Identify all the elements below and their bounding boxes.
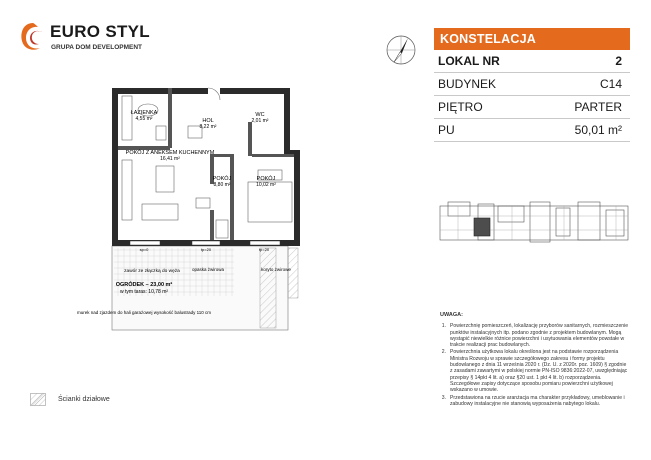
investment-title: KONSTELACJA — [434, 28, 630, 50]
brand-name: EURO STYL — [50, 22, 150, 41]
window-tag: tp=20 — [200, 247, 212, 252]
gravel-strip — [260, 248, 276, 328]
notes-title: UWAGA: — [440, 312, 463, 318]
info-row-building — [434, 73, 630, 96]
note-item — [434, 349, 630, 393]
room-wc-label: WC — [255, 112, 265, 118]
rail-left-annotation: opaska żwirowa — [191, 267, 225, 272]
note-item — [434, 395, 630, 408]
window-tag: tp=20 — [258, 247, 270, 252]
room-1-area: 8,80 m² — [213, 182, 231, 188]
note-number: 3. — [441, 394, 446, 401]
info-value: C14 — [599, 77, 622, 91]
note-number: 2. — [441, 349, 446, 356]
rail-right-annotation: koryto żwirowe — [261, 267, 291, 272]
room-hall-area: 8,22 m² — [199, 124, 217, 130]
unit-highlight — [474, 218, 490, 236]
note-number: 1. — [441, 323, 446, 330]
partition-wall-swatch — [30, 393, 46, 406]
room-hall-label: HOL — [202, 118, 214, 124]
building-key-plan — [438, 192, 630, 252]
notes-section — [434, 312, 630, 408]
north-arrow-icon — [383, 32, 419, 68]
room-living-label: POKÓJ Z ANEKSEM KUCHENNYM — [125, 150, 215, 156]
brand-logo — [18, 20, 178, 60]
info-key: LOKAL NR — [438, 54, 500, 68]
info-value: 50,01 m² — [574, 123, 622, 137]
room-bathroom-area: 4,55 m² — [135, 116, 153, 122]
room-bathroom-label: ŁAZIENKA — [130, 110, 158, 116]
info-row-area — [434, 119, 630, 142]
wall-annotation: murek nad zjazdem do hali garażowej wysokość balustrady 110 cm — [77, 310, 211, 315]
note-text: Powierzchnia użytkowa lokalu określona jest na podstawie rozporządzenia Ministra Rozwoju w sprawie szczegółowego zakresu i formy projektu budowlanego z dnia 11 września 2020 r. (Dz. U. z 2020r. poz. 1609) § zgodnie z zasadami zawartymi w polskiej normie PN-ISO 9836:2022-07, uwzględniając przepisy § 14pkt 4 lit. a) oraz §20 ust. 1 pkt 4 lit. b) rozporządzenia. Szczegółowe zapisy dotyczące sposobu pomiaru powierzchni użytkowej wskazano w umowie. — [450, 349, 628, 394]
floor-plan — [77, 70, 430, 350]
note-text: Przedstawiona na rzucie aranżacja ma charakter przykładowy, umeblowanie i zabudowy instalacyjne nie stanowią wyposażenia nabytego lokalu. — [450, 394, 625, 407]
note-text: Powierzchnię pomieszczeń, lokalizację przyborów sanitarnych, rozmieszczenie punktów instalacyjnych itp. podano zgodnie z projektem budowlanym. Mogą wystąpić niewielkie różnice powierzchni i usytuowania elementów powstałe w trakcie realizacji prac budowlanych. — [450, 323, 629, 349]
note-item — [434, 323, 630, 348]
brand-subtitle: GRUPA DOM DEVELOPMENT — [51, 44, 143, 51]
garden-terrace: w tym taras: 10,78 m² — [119, 289, 169, 295]
room-2-label: POKÓJ — [256, 176, 276, 182]
valve-annotation: zawór ze złączką do węża — [124, 269, 180, 274]
gravel-trough — [288, 248, 298, 298]
room-living-area: 16,41 m² — [160, 156, 180, 162]
info-row-unit — [434, 50, 630, 73]
garden-label: OGRÓDEK – 23,00 m² — [115, 282, 173, 288]
window-tag: sp=0 — [139, 247, 149, 252]
info-row-floor — [434, 96, 630, 119]
info-key: PIĘTRO — [438, 100, 483, 114]
info-panel — [434, 28, 630, 142]
brand-swirl-icon — [18, 20, 48, 54]
room-2-area: 10,02 m² — [256, 182, 276, 188]
room-wc-area: 2,01 m² — [251, 118, 269, 124]
info-value: PARTER — [574, 100, 622, 114]
room-1-label: POKÓJ — [212, 176, 232, 182]
legend-label: Ścianki działowe — [58, 396, 110, 403]
info-value: 2 — [615, 54, 622, 68]
info-key: PU — [438, 123, 455, 137]
info-key: BUDYNEK — [438, 77, 497, 91]
